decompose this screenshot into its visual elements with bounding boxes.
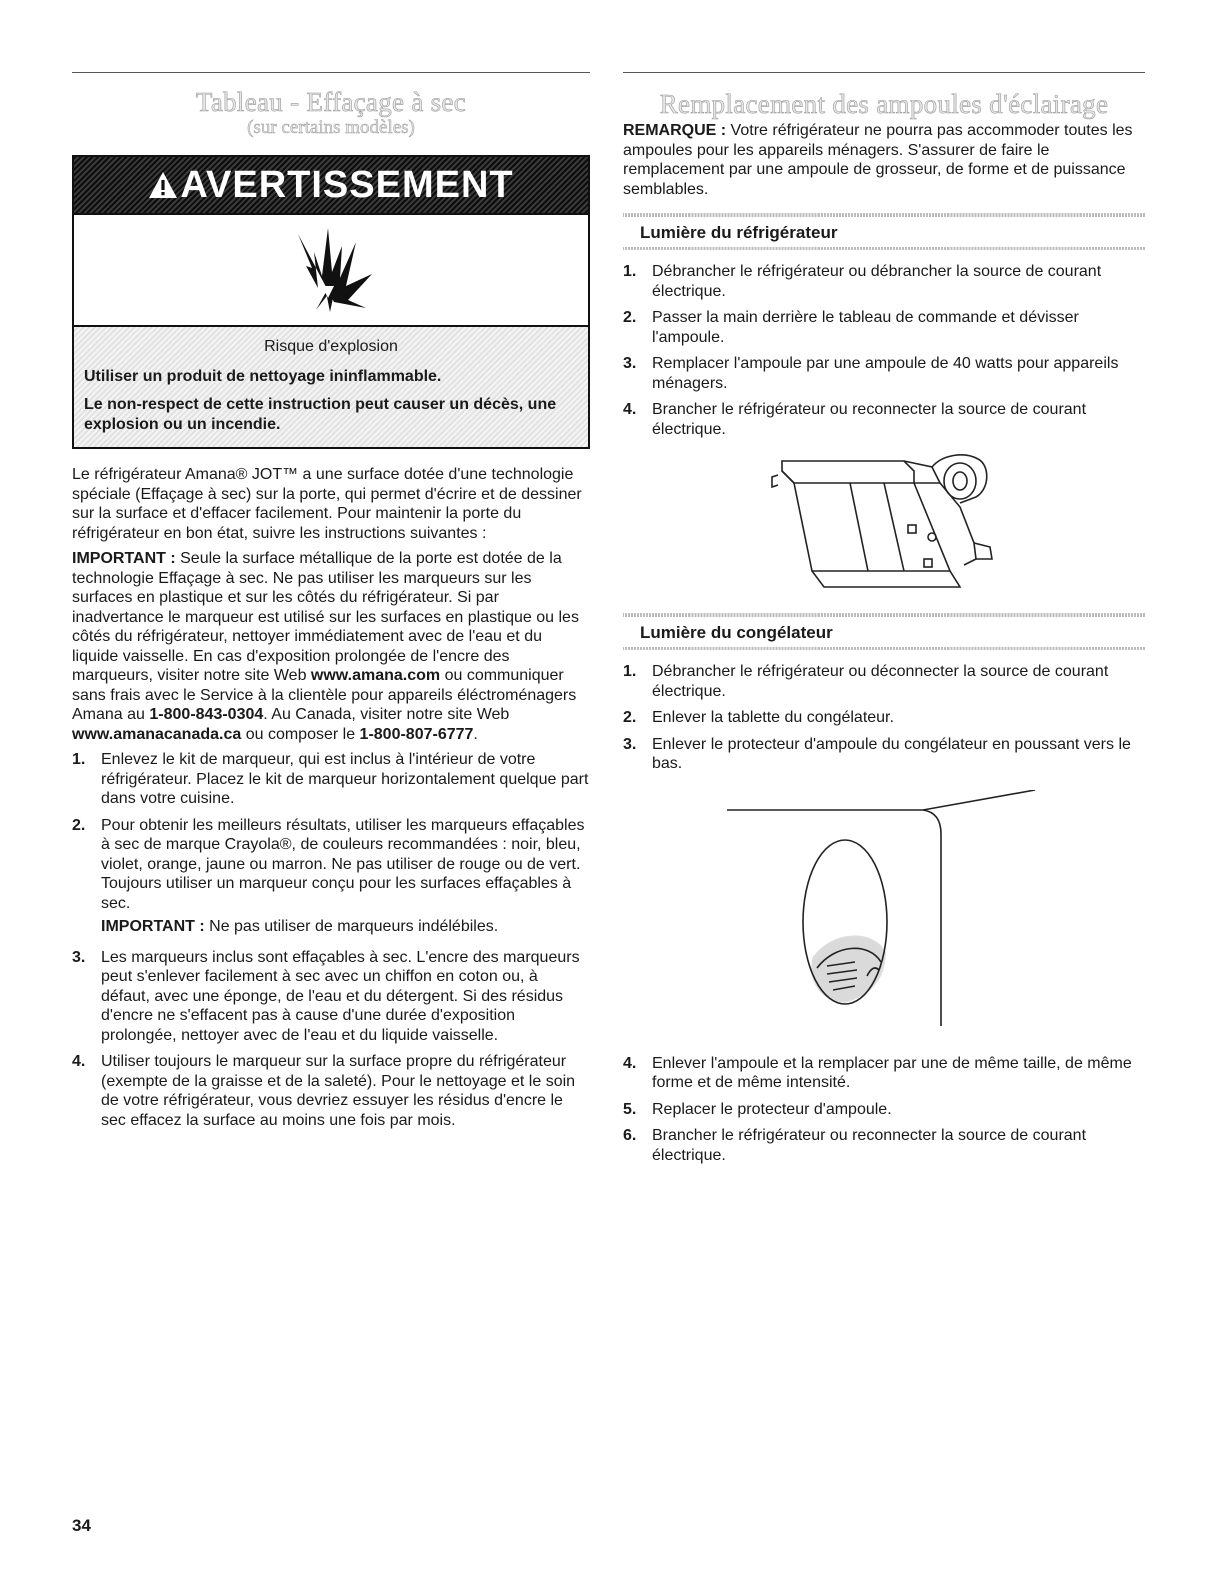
remark-label: REMARQUE : — [623, 122, 727, 139]
list-item — [623, 1100, 1145, 1120]
step-number: 3. — [623, 735, 637, 753]
control-panel-bulb-drawing — [764, 447, 1004, 597]
section-title-bulb-replacement: Remplacement des ampoules d'éclairage — [659, 89, 1109, 119]
list-item — [72, 948, 590, 1046]
step-text: Enlever la tablette du congélateur. — [652, 709, 894, 726]
dry-erase-steps — [72, 750, 590, 1130]
freezer-bulb-cover-drawing — [623, 790, 1145, 1040]
important-text-3: . Au Canada, visiter notre site Web — [263, 706, 510, 723]
fridge-light-illustration — [623, 447, 1145, 597]
important-text-2: ou communiquer sans frais avec le Service à la clientèle pour appareils éléctroménagers Amana au — [72, 667, 577, 723]
step-text: Enlevez le kit de marqueur, qui est inclus à l'intérieur de votre réfrigérateur. Placez le kit de marqueur horizontalement quelque part dans votre cuisine. — [101, 751, 589, 807]
step-important-text: Ne pas utiliser de marqueurs indélébiles. — [204, 918, 499, 935]
step-important-label: IMPORTANT : — [101, 918, 205, 935]
step-text: Brancher le réfrigérateur ou reconnecter la source de courant électrique. — [652, 1127, 1087, 1164]
remark-paragraph — [623, 121, 1145, 199]
step-text: Brancher le réfrigérateur ou reconnecter la source de courant électrique. — [652, 401, 1087, 438]
list-item — [623, 1126, 1145, 1165]
warning-body — [74, 327, 588, 447]
step-text: Utiliser toujours le marqueur sur la surface propre du réfrigérateur (exempte de la graisse et de la saleté). Pour le nettoyage et le soin de votre réfrigérateur, vous devriez essuyer les résidus d'encre le sec effacez la surface au moins une fois par mois. — [101, 1053, 576, 1129]
list-item — [72, 1052, 590, 1130]
step-number: 4. — [623, 1054, 637, 1072]
important-text-5: . — [473, 725, 478, 743]
right-column — [623, 60, 1145, 1172]
freezer-light-heading: Lumière du congélateur — [623, 613, 1145, 650]
step-number: 1. — [623, 663, 637, 680]
top-rule-right — [623, 72, 1145, 73]
list-item — [623, 262, 1145, 301]
warning-risk: Risque d'explosion — [264, 338, 398, 355]
page-number: 34 — [72, 1516, 91, 1535]
website-link-amana[interactable]: www.amana.com — [310, 667, 441, 684]
list-item — [72, 816, 590, 941]
list-item — [623, 354, 1145, 393]
website-link-amanacanada[interactable]: www.amanacanada.ca — [72, 725, 242, 743]
list-item — [623, 662, 1145, 701]
list-item — [623, 400, 1145, 439]
step-number: 5. — [623, 1100, 637, 1118]
step-text: Pour obtenir les meilleurs résultats, utiliser les marqueurs effaçables à sec de marque Crayola®, de couleurs recommandées : noir, bleu, violet, orange, jaune ou marron. Ne pas utiliser de rouge ou de vert. Toujours utiliser un marqueur conçu pour les surfaces effaçables à sec. — [101, 816, 585, 912]
step-text: Remplacer l'ampoule par une ampoule de 40 watts pour appareils ménagers. — [652, 355, 1119, 392]
fridge-light-steps — [623, 262, 1145, 439]
freezer-light-steps — [623, 662, 1145, 774]
top-rule-left — [72, 72, 590, 73]
warning-line-2: Le non-respect de cette instruction peut causer un décès, une explosion ou un incendie. — [84, 396, 557, 433]
step-number: 1. — [623, 263, 637, 280]
step-text: Débrancher le réfrigérateur ou débrancher la source de courant électrique. — [652, 263, 1102, 300]
step-number: 2. — [623, 309, 637, 326]
step-text: Passer la main derrière le tableau de commande et dévisser l'ampoule. — [652, 309, 1079, 346]
list-item — [623, 308, 1145, 347]
section-subtitle: (sur certains modèles) — [247, 117, 415, 138]
explosion-icon — [286, 222, 376, 318]
explosion-hazard-pictogram — [74, 215, 588, 327]
important-text-1: Seule la surface métallique de la porte est dotée de la technologie Effaçage à sec. Ne pas utiliser les marqueurs sur les surfaces en plastique et sur les côtés du réfrigérateur. Si par inadvertance le marqueur est utilisé sur les surfaces en plastique ou les côtés du réfrigérateur, nettoyer immédiatement avec de l'eau et du liquide vaisselle. En cas d'exposition prolongée de l'encre des marqueurs, visiter notre site Web — [72, 550, 579, 684]
remark-text: Votre réfrigérateur ne pourra pas accommoder toutes les ampoules pour les appareils ménagers. S'assurer de faire le remplacement par une ampoule de grosseur, de forme et de puissance semblables. — [623, 122, 1133, 198]
important-paragraph — [72, 549, 590, 744]
list-item — [623, 1054, 1145, 1093]
phone-number-us: 1-800-843-0304 — [149, 706, 264, 723]
step-important-note — [101, 917, 590, 937]
list-item — [623, 735, 1145, 774]
step-text: Replacer le protecteur d'ampoule. — [652, 1100, 892, 1118]
section-title-dry-erase: Tableau - Effaçage à sec — [195, 87, 467, 117]
warning-box — [72, 155, 590, 449]
step-number: 6. — [623, 1127, 637, 1144]
step-text-container — [101, 816, 590, 941]
list-item — [72, 750, 590, 809]
freezer-light-steps-continued — [623, 1054, 1145, 1166]
warning-header — [74, 157, 588, 215]
step-text: Enlever le protecteur d'ampoule du congélateur en poussant vers le bas. — [652, 735, 1131, 772]
step-number: 2. — [623, 709, 637, 726]
step-text: Enlever l'ampoule et la remplacer par une de même taille, de même forme et de même intensité. — [652, 1054, 1132, 1091]
important-label: IMPORTANT : — [72, 550, 176, 567]
phone-number-canada: 1-800-807-6777 — [359, 725, 474, 743]
step-text: Débrancher le réfrigérateur ou déconnecter la source de courant électrique. — [652, 663, 1109, 700]
intro-paragraph: Le réfrigérateur Amana® JOT™ a une surface dotée d'une technologie spéciale (Effaçage à sec) sur la porte, qui permet d'écrire et de dessiner sur la surface et d'effacer facilement. Pour maintenir la porte du réfrigérateur en bon état, suivre les instructions suivantes : — [72, 466, 582, 542]
step-number: 4. — [72, 1053, 86, 1070]
important-text-4: ou composer le — [241, 725, 360, 743]
warning-header-label: AVERTISSEMENT — [180, 163, 514, 206]
freezer-light-illustration — [623, 790, 1145, 1040]
step-number: 2. — [72, 816, 86, 834]
step-text: Les marqueurs inclus sont effaçables à sec. L'encre des marqueurs peut s'enlever facilement à sec avec un chiffon en coton ou, à défaut, avec une éponge, de l'eau et du détergent. Si des résidus d'encre ne s'effacent pas à cause d'une durée d'exposition prolongée, nettoyer avec de l'eau et du liquide vaisselle. — [101, 948, 580, 1044]
list-item — [623, 708, 1145, 728]
step-number: 3. — [72, 948, 86, 966]
step-number: 3. — [623, 355, 637, 372]
left-column — [72, 60, 590, 1137]
step-number: 1. — [72, 751, 86, 768]
warning-triangle-icon — [148, 170, 178, 200]
step-number: 4. — [623, 401, 637, 418]
warning-line-1: Utiliser un produit de nettoyage ininflammable. — [84, 368, 442, 385]
fridge-light-heading: Lumière du réfrigérateur — [623, 213, 1145, 250]
